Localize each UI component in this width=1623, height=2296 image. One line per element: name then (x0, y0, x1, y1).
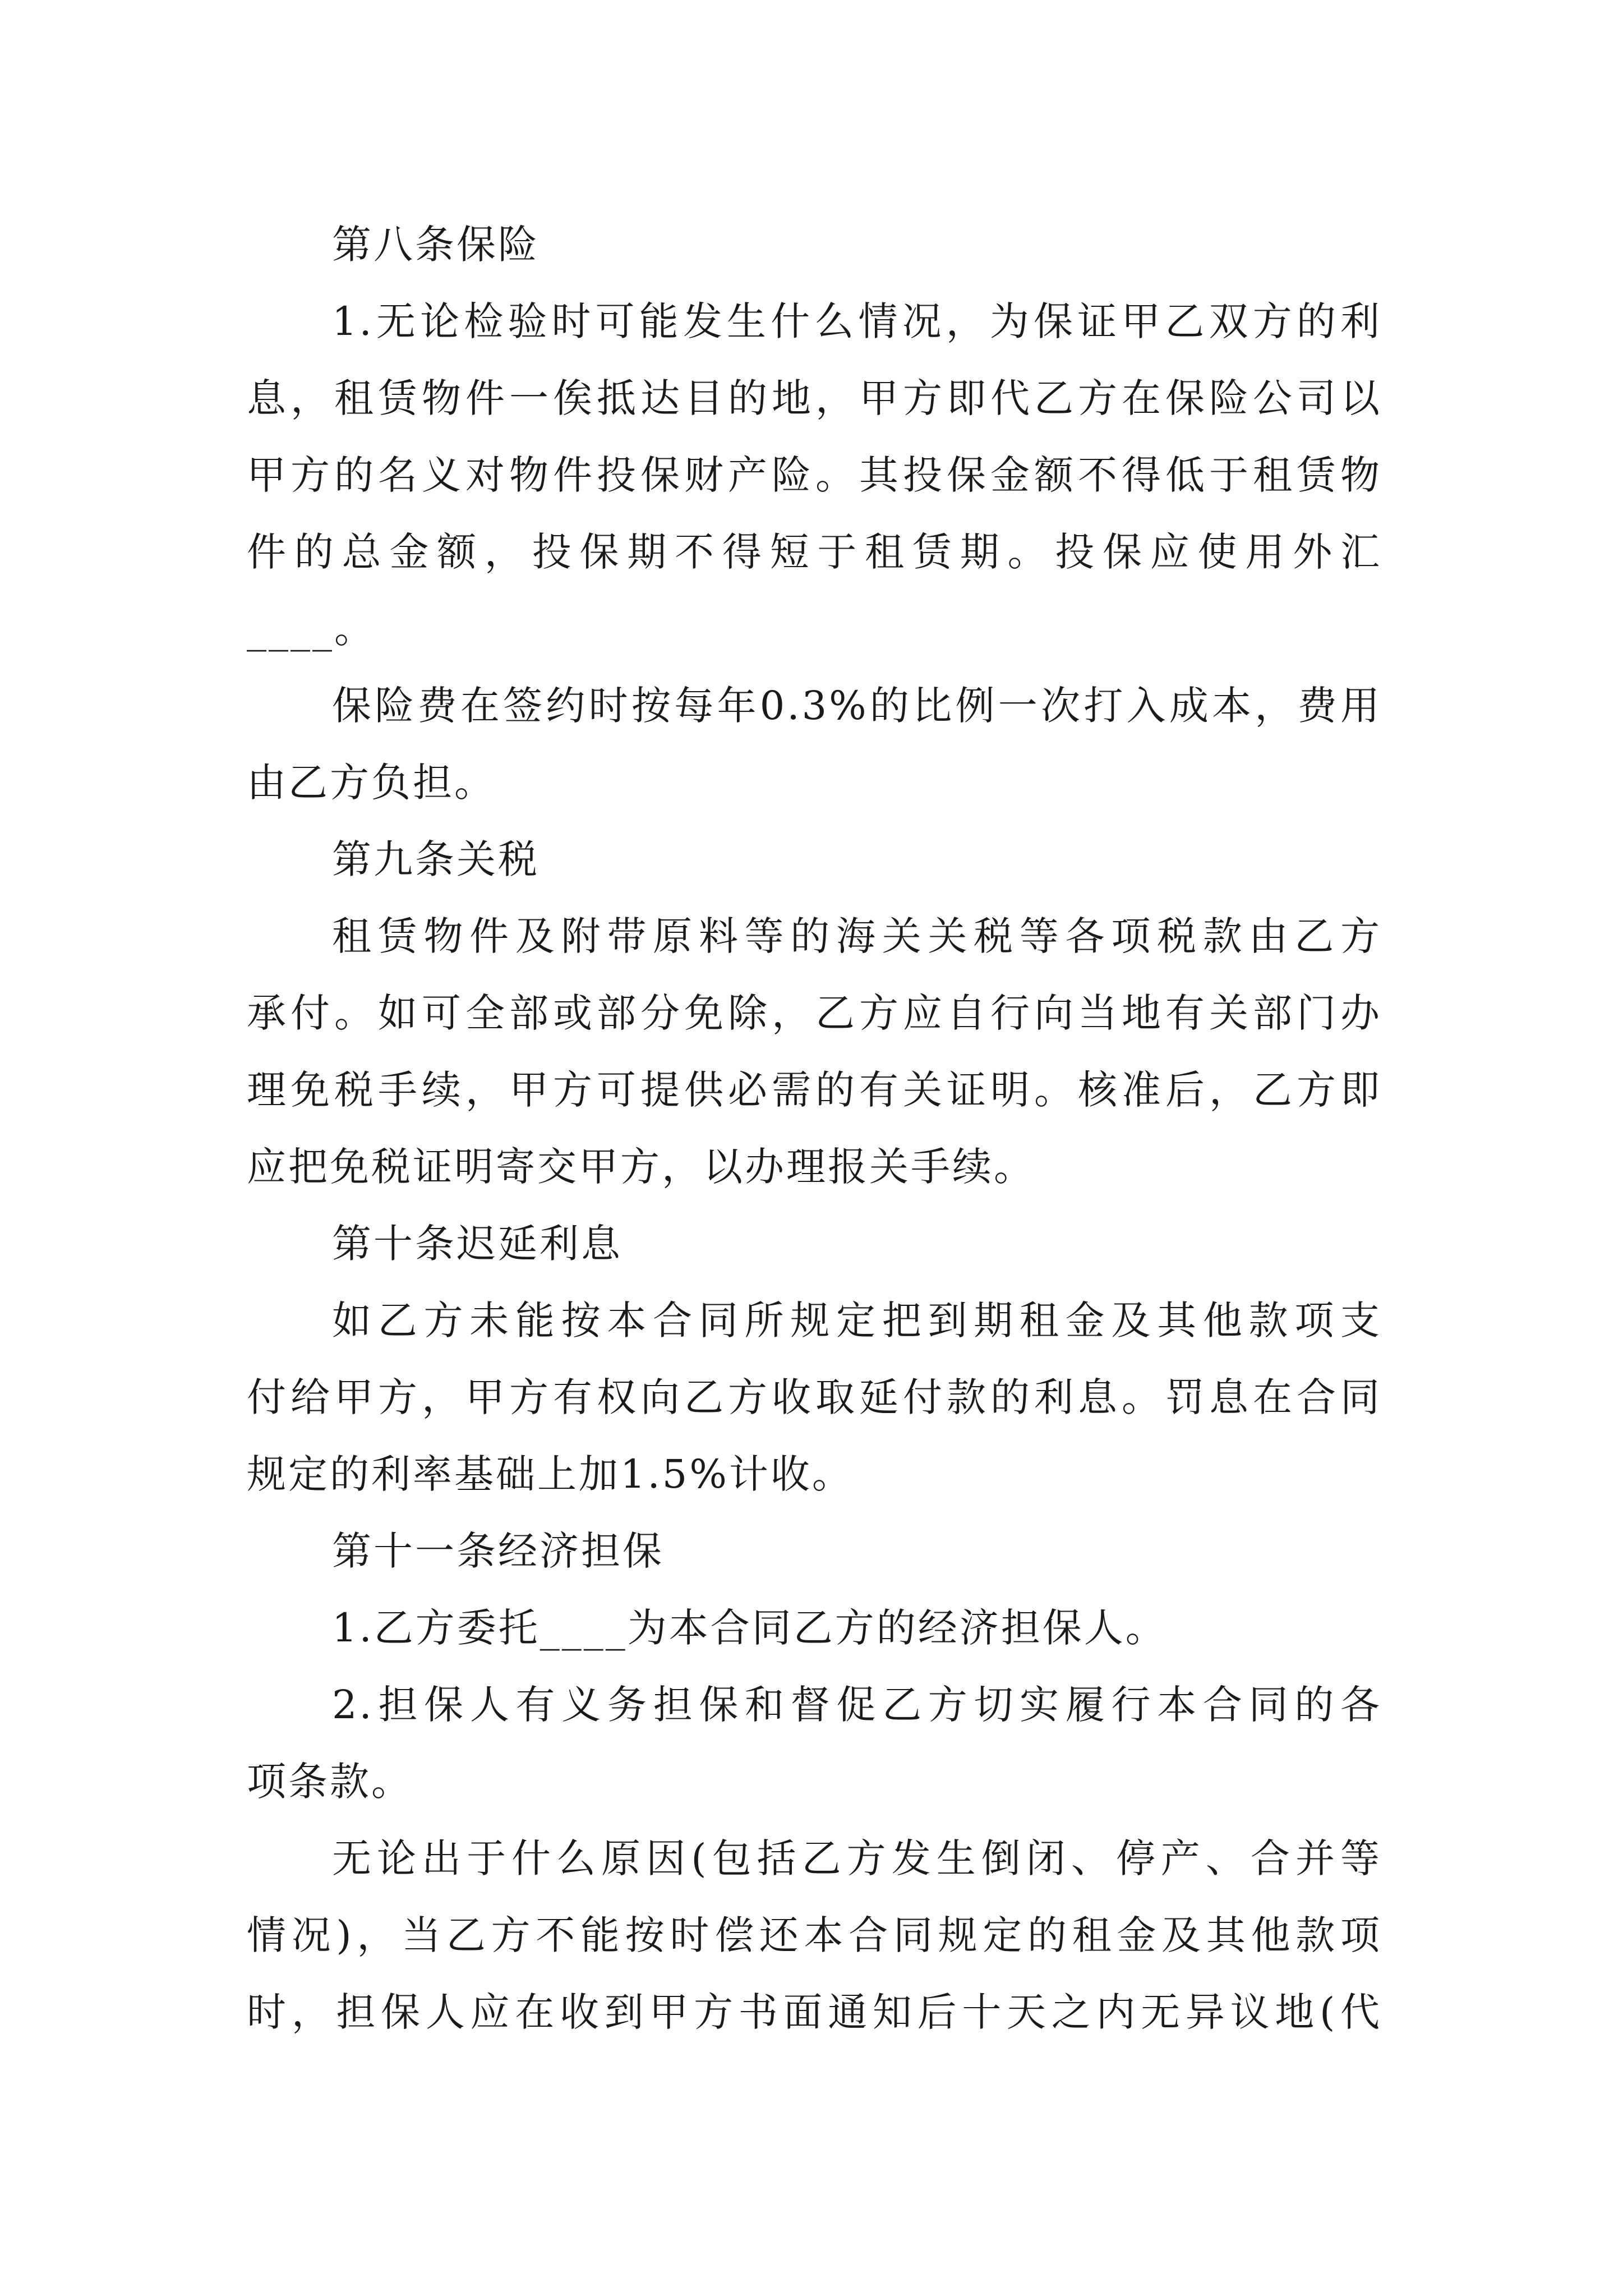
document-line: 甲方的名义对物件投保财产险。其投保金额不得低于租赁物 (247, 452, 1382, 498)
document-body (247, 206, 1382, 2051)
document-line: 1.乙方委托____为本合同乙方的经济担保人。 (332, 1605, 1167, 1651)
document-line: 保险费在签约时按每年0.3%的比例一次打入成本，费用 (332, 683, 1382, 729)
document-line: 应把免税证明寄交甲方，以办理报关手续。 (247, 1144, 1035, 1190)
document-line: 租赁物件及附带原料等的海关关税等各项税款由乙方 (332, 913, 1382, 959)
document-line: 第九条关税 (332, 836, 540, 882)
document-line: 1.无论检验时可能发生什么情况，为保证甲乙双方的利 (332, 298, 1382, 344)
document-line: 2.担保人有义务担保和督促乙方切实履行本合同的各 (332, 1682, 1382, 1728)
document-line: 由乙方负担。 (247, 760, 496, 806)
document-line: 如乙方未能按本合同所规定把到期租金及其他款项支 (332, 1297, 1382, 1343)
document-line: ____。 (247, 606, 376, 652)
document-line: 无论出于什么原因(包括乙方发生倒闭、停产、合并等 (332, 1835, 1382, 1881)
document-line: 项条款。 (247, 1759, 413, 1805)
document-line: 第十一条经济担保 (332, 1528, 664, 1574)
document-line: 第十条迟延利息 (332, 1221, 623, 1267)
document-line: 情况)，当乙方不能按时偿还本合同规定的租金及其他款项 (247, 1912, 1382, 1958)
document-line: 付给甲方，甲方有权向乙方收取延付款的利息。罚息在合同 (247, 1374, 1382, 1420)
document-line: 件的总金额，投保期不得短于租赁期。投保应使用外汇 (247, 529, 1382, 575)
document-line: 时，担保人应在收到甲方书面通知后十天之内无异议地(代 (247, 1989, 1382, 2035)
document-line: 规定的利率基础上加1.5%计收。 (247, 1451, 854, 1497)
document-line: 理免税手续，甲方可提供必需的有关证明。核准后，乙方即 (247, 1067, 1382, 1113)
document-line: 息，租赁物件一俟抵达目的地，甲方即代乙方在保险公司以 (247, 375, 1382, 421)
document-line: 承付。如可全部或部分免除，乙方应自行向当地有关部门办 (247, 990, 1382, 1036)
document-line: 第八条保险 (332, 222, 540, 268)
